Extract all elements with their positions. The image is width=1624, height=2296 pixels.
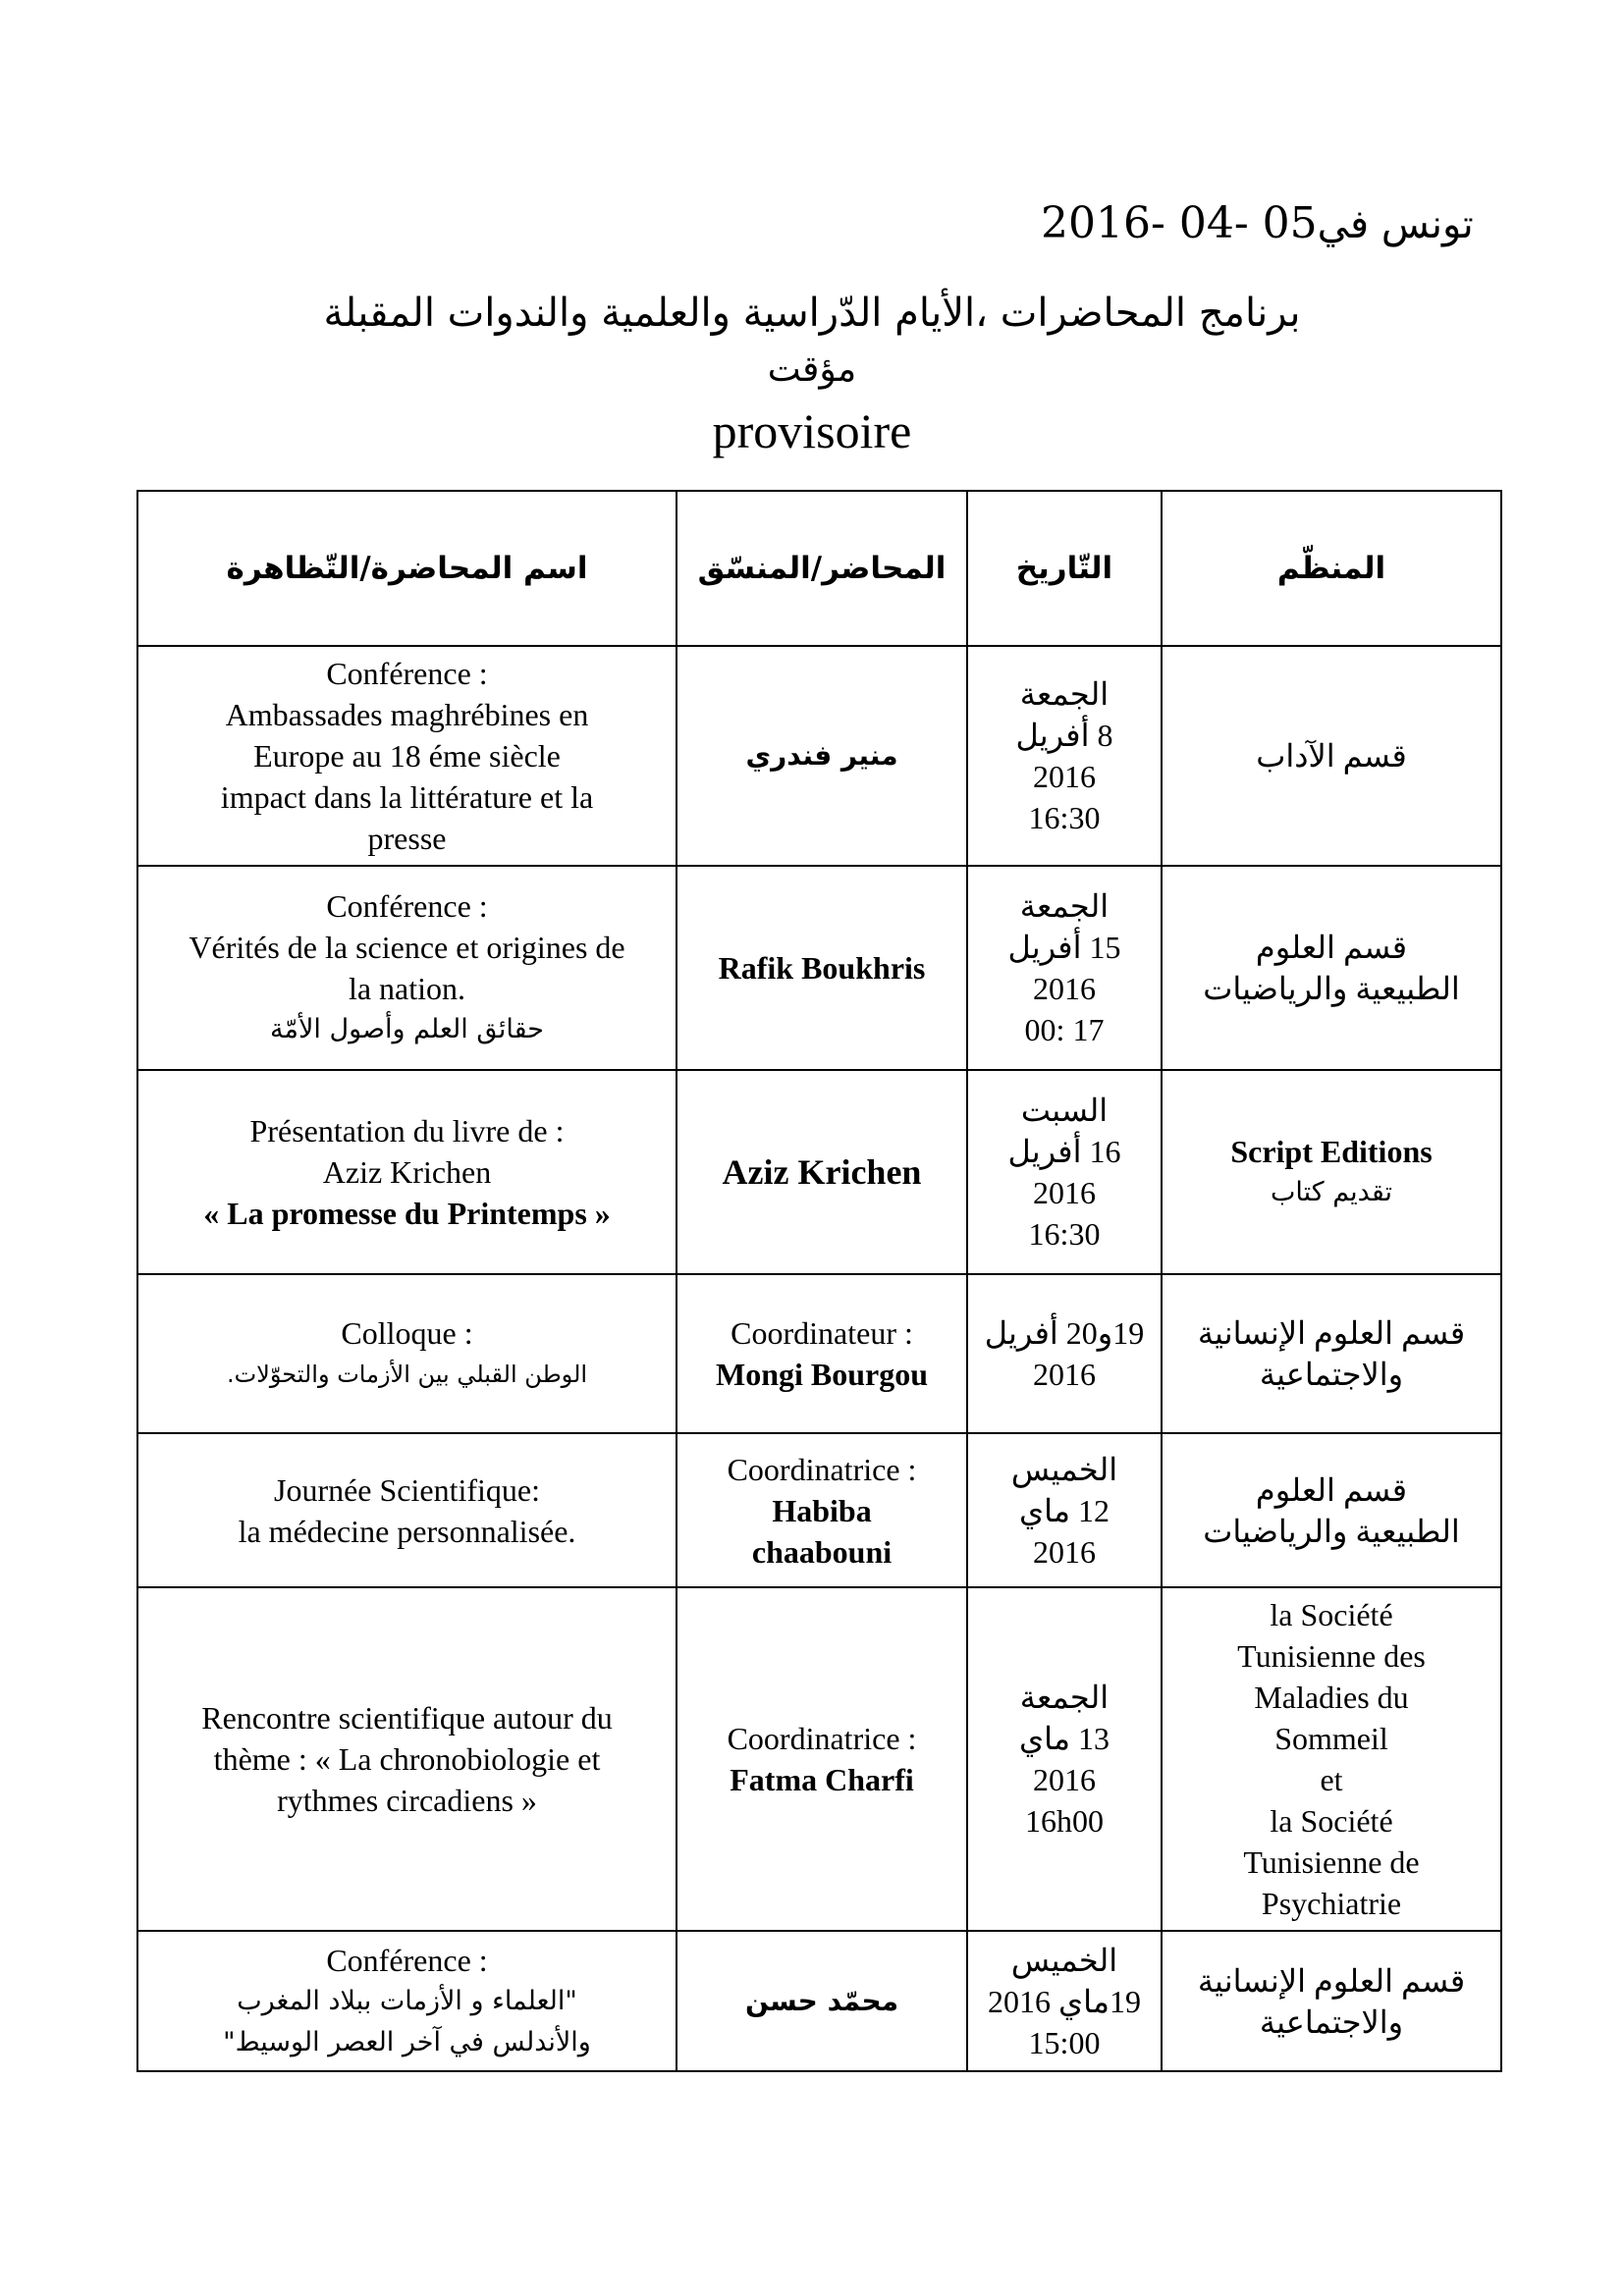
date-cell (967, 1433, 1162, 1587)
topic-line: Colloque : (341, 1315, 473, 1351)
speaker-line: Aziz Krichen (722, 1152, 922, 1192)
date-line: 17 :00 (1024, 1012, 1105, 1047)
topic-line: presse (367, 821, 447, 856)
program-table (136, 490, 1502, 2072)
table-row (137, 646, 1501, 866)
speaker-cell (677, 1433, 967, 1587)
topic-line: Ambassades maghrébines en (225, 697, 589, 732)
topic-cell (137, 646, 677, 866)
organizer-line: Tunisienne des (1237, 1638, 1426, 1674)
speaker-cell (677, 646, 967, 866)
topic-line: Europe au 18 éme siècle (253, 738, 561, 774)
speaker-line: Coordinatrice : (727, 1451, 917, 1487)
date-line: الخميس (1010, 1451, 1118, 1487)
date-line: 19و20 أفريل (984, 1315, 1145, 1351)
topic-cell (137, 1931, 677, 2071)
topic-line: Conférence : (326, 1942, 488, 1978)
organizer-cell (1162, 866, 1501, 1070)
organizer-line: Script Editions (1230, 1134, 1433, 1169)
header-organizer: المنظّم (1162, 491, 1501, 646)
date-line: السبت (1020, 1093, 1109, 1128)
topic-cell (137, 866, 677, 1070)
speaker-line: Coordinateur : (731, 1315, 913, 1351)
date-line: الجمعة (1019, 888, 1110, 924)
topic-line: Vérités de la science et origines de (189, 930, 625, 965)
date-cell (967, 866, 1162, 1070)
topic-line: "العلماء و الأزمات ببلاد المغرب (237, 1985, 577, 2016)
organizer-line: Maladies du (1254, 1680, 1409, 1715)
date-line: 13 ماي (1019, 1721, 1110, 1756)
organizer-cell (1162, 1433, 1501, 1587)
date-line: الخميس (1010, 1942, 1118, 1978)
organizer-line: et (1320, 1762, 1343, 1797)
topic-line: الوطن القبلي بين الأزمات والتحوّلات. (226, 1361, 588, 1388)
topic-line: والأندلس في آخر العصر الوسيط" (223, 2026, 591, 2057)
organizer-cell (1162, 1587, 1501, 1931)
speaker-line: Coordinatrice : (727, 1721, 917, 1756)
organizer-line: قسم العلوم (1255, 1471, 1408, 1508)
document-subtitle-arabic: مؤقت (767, 349, 857, 390)
table-row (137, 1931, 1501, 2071)
topic-line: Rencontre scientifique autour du (201, 1700, 613, 1735)
table-row (137, 866, 1501, 1070)
organizer-line: والاجتماعية (1259, 1357, 1404, 1392)
table-header-row (137, 491, 1501, 646)
topic-line: thème : « La chronobiologie et (213, 1741, 601, 1777)
speaker-line: منير فندري (745, 739, 898, 772)
date-line: 16:30 (1028, 800, 1101, 835)
date-line: 2016 (1033, 1762, 1096, 1797)
date-line: 19ماي 2016 (988, 1983, 1141, 2019)
organizer-line: قسم الآداب (1256, 738, 1407, 774)
topic-line: « La promesse du Printemps » (203, 1196, 611, 1231)
organizer-line: Psychiatrie (1261, 1886, 1402, 1921)
organizer-line: Sommeil (1274, 1721, 1388, 1756)
speaker-cell (677, 1070, 967, 1274)
date-line: 2016 (1033, 1533, 1096, 1570)
organizer-cell (1162, 1274, 1501, 1433)
speaker-cell (677, 1274, 967, 1433)
speaker-cell (677, 1931, 967, 2071)
organizer-line: la Société (1270, 1803, 1393, 1839)
table-row (137, 1587, 1501, 1931)
document-title: برنامج المحاضرات ،الأيام الدّراسية والعلمية والندوات المقبلة (323, 291, 1301, 336)
speaker-line: Rafik Boukhris (718, 950, 926, 986)
topic-line: Conférence : (326, 888, 488, 924)
topic-cell (137, 1070, 677, 1274)
date-cell (967, 646, 1162, 866)
topic-line: Présentation du livre de : (249, 1113, 565, 1148)
speaker-cell (677, 1587, 967, 1931)
date-line: 2016 (1033, 759, 1096, 794)
date-cell (967, 1931, 1162, 2071)
table-row (137, 1274, 1501, 1433)
organizer-line: la Société (1270, 1597, 1393, 1632)
organizer-line: تقديم كتاب (1270, 1177, 1393, 1207)
date-cell (967, 1587, 1162, 1931)
speaker-cell (677, 866, 967, 1070)
header-topic: اسم المحاضرة/التّظاهرة (137, 491, 677, 646)
topic-line: Journée Scientifique: (273, 1471, 541, 1508)
date-line: 16h00 (1025, 1803, 1104, 1839)
date-line: 16 أفريل (1007, 1134, 1121, 1169)
organizer-cell (1162, 646, 1501, 866)
topic-cell (137, 1433, 677, 1587)
speaker-line: Mongi Bourgou (715, 1357, 929, 1392)
organizer-line: والاجتماعية (1259, 2003, 1404, 2040)
topic-cell (137, 1587, 677, 1931)
header-speaker: المحاضر/المنسّق (677, 491, 967, 646)
date-line: الجمعة (1019, 676, 1110, 712)
date-line: 12 ماي (1019, 1492, 1110, 1528)
organizer-line: قسم العلوم الإنسانية (1197, 1315, 1466, 1351)
date-cell (967, 1274, 1162, 1433)
date-cell (967, 1070, 1162, 1274)
topic-cell (137, 1274, 677, 1433)
organizer-cell (1162, 1931, 1501, 2071)
date-line: 15 أفريل (1007, 930, 1121, 965)
topic-line: la nation. (348, 971, 466, 1006)
date-line: 2016 (1033, 1357, 1096, 1392)
speaker-line: chaabouni (751, 1533, 893, 1570)
organizer-line: الطبيعية والرياضيات (1203, 971, 1460, 1006)
speaker-line: Fatma Charfi (730, 1762, 914, 1797)
speaker-line: Habiba (772, 1492, 872, 1528)
topic-line: la médecine personnalisée. (238, 1513, 576, 1549)
date-line: 2016 (1033, 1175, 1096, 1210)
date-line: 8 أفريل (1015, 718, 1113, 753)
document-subtitle-french: provisoire (712, 403, 912, 458)
speaker-line: محمّد حسن (744, 1984, 899, 2017)
organizer-line: قسم العلوم الإنسانية (1197, 1962, 1466, 1999)
document-date (1041, 192, 1474, 256)
topic-line: Conférence : (326, 656, 488, 691)
table-row (137, 1433, 1501, 1587)
header-date: التّاريخ (967, 491, 1162, 646)
date-line: الجمعة (1019, 1680, 1110, 1715)
organizer-line: قسم العلوم (1255, 930, 1408, 965)
topic-line: حقائق العلم وأصول الأمّة (270, 1014, 544, 1044)
table-row (137, 1070, 1501, 1274)
topic-line: rythmes circadiens » (277, 1783, 537, 1818)
topic-line: Aziz Krichen (322, 1154, 492, 1190)
date-line: 2016 (1033, 971, 1096, 1006)
date-numbers: 2016- 04- 05 (1041, 198, 1318, 248)
date-line: 16:30 (1028, 1216, 1101, 1252)
date-line: 15:00 (1028, 2024, 1101, 2060)
topic-line: impact dans la littérature et la (220, 779, 594, 815)
date-prefix: تونس في (1317, 202, 1474, 247)
organizer-line: Tunisienne de (1243, 1844, 1420, 1880)
organizer-line: الطبيعية والرياضيات (1203, 1513, 1460, 1549)
organizer-cell (1162, 1070, 1501, 1274)
